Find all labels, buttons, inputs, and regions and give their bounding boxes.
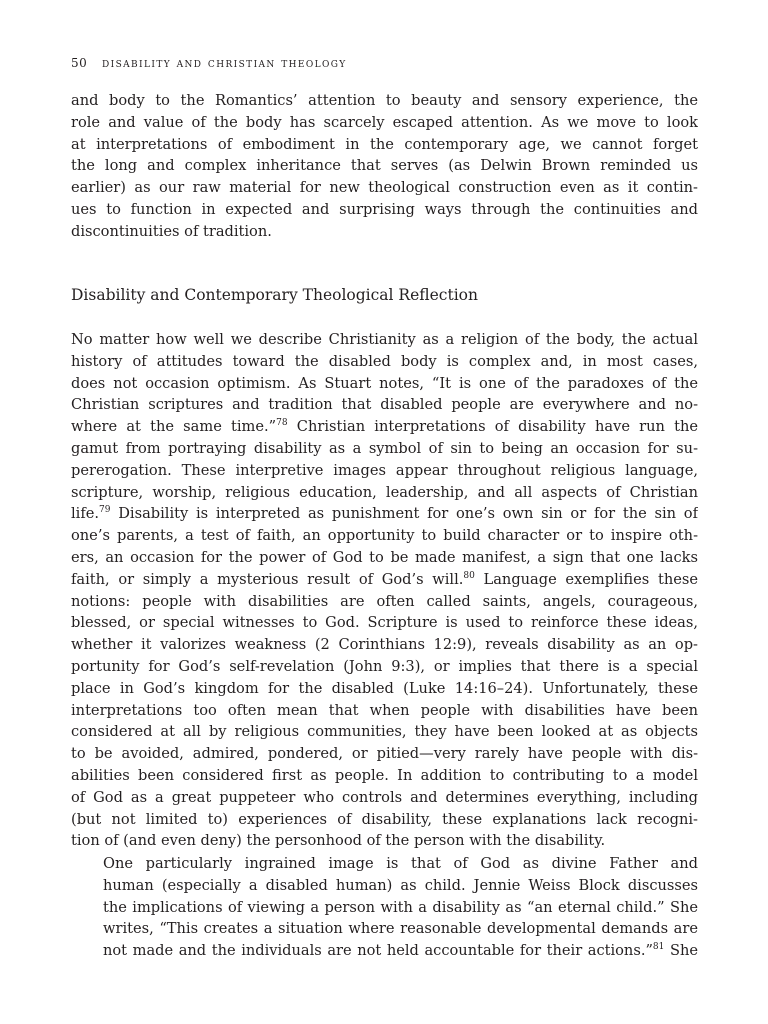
text-line: life.$^{79}$ Disability is interpreted as punishment for one’s own sin or for the sin of	[71, 505, 698, 523]
text-line: not made and the individuals are not held accountable for their actions.”$^{81}$ She	[103, 942, 698, 960]
text-line: and body to the Romantics’ attention to beauty and sensory experience, the	[71, 92, 698, 109]
footnote-ref: 81	[652, 942, 665, 953]
text-line: place in God’s kingdom for the disabled (Luke 14:16–24). Unfortunately, these	[71, 679, 698, 697]
text-line: the implications of viewing a person with a disability as “an eternal child.” She	[103, 898, 698, 916]
text-line: gamut from portraying disability as a symbol of sin to being an occasion for su-	[71, 439, 698, 457]
text-line: at interpretations of embodiment in the contemporary age, we cannot forget	[71, 135, 698, 153]
page-number: 50	[71, 56, 88, 70]
footnote-ref: 80	[463, 570, 475, 581]
paragraph-3	[71, 853, 698, 962]
paragraph-2	[71, 329, 698, 852]
text-line: pererogation. These interpretive images appear throughout religious language,	[71, 461, 698, 479]
footnote-ref: 78	[276, 418, 288, 429]
text-line: interpretations too often mean that when people with disabilities have been	[71, 701, 698, 719]
text-line: human (especially a disabled human) as child. Jennie Weiss Block discusses	[103, 876, 698, 894]
text-line: discontinuities of tradition.	[71, 222, 272, 240]
section-heading: Disability and Contemporary Theological Reflection	[71, 286, 478, 304]
text-line: tion of (and even deny) the personhood of the person with the disability.	[71, 832, 606, 850]
text-line: role and value of the body has scarcely escaped attention. As we move to look	[71, 113, 698, 131]
text-line: earlier) as our raw material for new theological construction even as it contin-	[71, 179, 698, 197]
text-line: to be avoided, admired, pondered, or pitied—very rarely have people with dis-	[71, 745, 698, 763]
text-line: history of attitudes toward the disabled body is complex and, in most cases,	[71, 352, 698, 370]
text-line: (but not limited to) experiences of disability, these explanations lack recogni-	[71, 810, 698, 828]
text-line: blessed, or special witnesses to God. Scripture is used to reinforce these ideas,	[71, 614, 698, 632]
running-head	[71, 56, 698, 71]
text-line: of God as a great puppeteer who controls and determines everything, including	[71, 788, 698, 806]
text-line: faith, or simply a mysterious result of God’s will.$^{80}$ Language exemplifies these	[71, 570, 698, 588]
paragraph-1	[71, 90, 698, 243]
text-line: the long and complex inheritance that serves (as Delwin Brown reminded us	[71, 157, 698, 175]
text-line: notions: people with disabilities are often called saints, angels, courageous,	[71, 592, 698, 610]
text-line: considered at all by religious communities, they have been looked at as objects	[71, 723, 698, 741]
text-line: does not occasion optimism. As Stuart notes, “It is one of the paradoxes of the	[71, 374, 698, 392]
text-line: portunity for God’s self-revelation (John 9:3), or implies that there is a special	[71, 657, 698, 675]
text-line: One particularly ingrained image is that of God as divine Father and	[103, 855, 698, 872]
text-line: ues to function in expected and surprising ways through the continuities and	[71, 200, 698, 218]
text-line: Christian scriptures and tradition that disabled people are everywhere and no-	[71, 396, 698, 414]
text-line: No matter how well we describe Christianity as a religion of the body, the actual	[71, 331, 698, 348]
footnote-ref: 79	[99, 505, 111, 516]
text-line: abilities been considered first as people. In addition to contributing to a model	[71, 766, 698, 784]
text-line: whether it valorizes weakness (2 Corinthians 12:9), reveals disability as an op-	[71, 636, 698, 654]
text-line: one’s parents, a test of faith, an opportunity to build character or to inspire oth-	[71, 527, 698, 545]
text-line: where at the same time.”$^{78}$ Christian interpretations of disability have run the	[71, 418, 698, 436]
text-line: scripture, worship, religious education, leadership, and all aspects of Christian	[71, 483, 698, 501]
text-line: writes, “This creates a situation where reasonable developmental demands are	[103, 920, 698, 938]
running-head-title: disability and christian theology	[102, 56, 347, 71]
text-line: ers, an occasion for the power of God to be made manifest, a sign that one lacks	[71, 548, 698, 566]
